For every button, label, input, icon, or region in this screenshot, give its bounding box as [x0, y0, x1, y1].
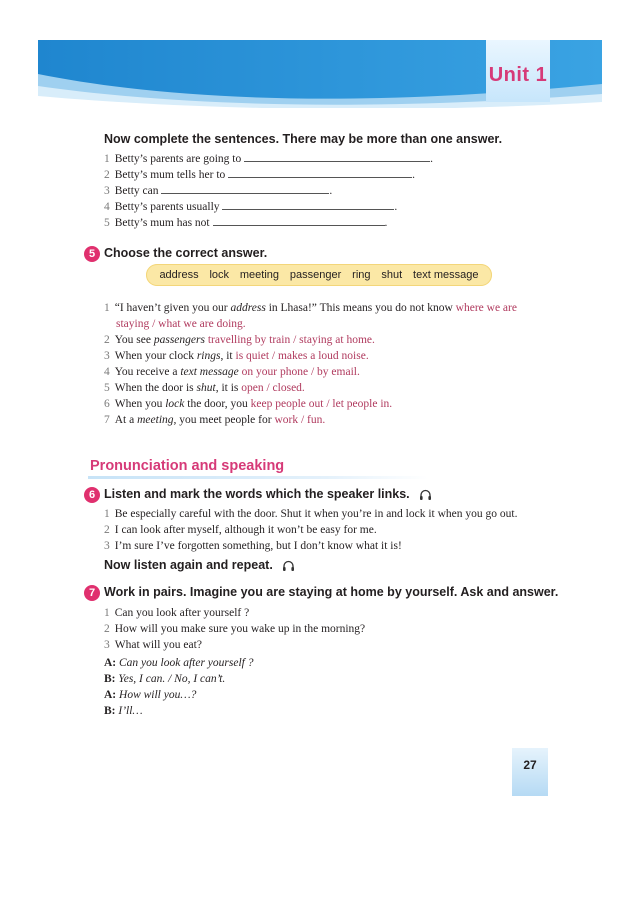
answer-blank[interactable] — [213, 215, 385, 226]
unit-banner — [38, 40, 602, 108]
section-title: Pronunciation and speaking — [90, 458, 285, 474]
answer-blank[interactable] — [244, 151, 430, 162]
task6-instruction: Listen and mark the words which the speaker links. — [104, 487, 410, 501]
task4-instruction: Now complete the sentences. There may be more than one answer. — [104, 132, 503, 146]
task5-item-6: 6 When you lock the door, you keep people out / let people in. — [104, 398, 393, 410]
word-bank-item: ring — [352, 269, 371, 281]
task5-item-2: 2 You see passengers travelling by train / staying at home. — [104, 334, 375, 346]
word-bank-item: passenger — [289, 269, 342, 281]
task5-item-1: 1 “I haven’t given you our address in Lhasa!” This means you do not know where we are — [104, 302, 517, 314]
task5-item-7: 7 At a meeting, you meet people for work / fun. — [104, 414, 326, 426]
word-bank-item: lock — [209, 269, 230, 281]
task5-item-3: 3 When your clock rings, it is quiet / makes a loud noise. — [104, 350, 369, 362]
headphones-icon[interactable] — [419, 489, 432, 501]
task5-item-4: 4 You receive a text message on your phone / by email. — [104, 366, 360, 378]
word-bank-item: shut — [381, 269, 403, 281]
headphones-icon[interactable] — [282, 560, 295, 572]
task5-item-5: 5 When the door is shut, it is open / closed. — [104, 382, 305, 394]
task7-instruction: Work in pairs. Imagine you are staying at home by yourself. Ask and answer. — [104, 585, 559, 599]
task5-number-badge: 5 — [84, 246, 100, 262]
task6-repeat-row — [104, 558, 295, 572]
task7-item-2: 2 How will you make sure you wake up in the morning? — [104, 623, 366, 635]
task6-item-1: 1 Be especially careful with the door. Shut it when you’re in and lock it when you go out. — [104, 508, 518, 520]
task6-number-badge: 6 — [84, 487, 100, 503]
unit-title: Unit 1 — [488, 64, 548, 86]
answer-choice[interactable]: is quiet / makes a loud noise. — [235, 350, 369, 362]
word-bank-item: text message — [413, 269, 479, 281]
task5-instruction: Choose the correct answer. — [104, 246, 268, 260]
dialog-line: A: How will you…? — [104, 689, 197, 701]
answer-choice[interactable]: open / closed. — [241, 382, 305, 394]
answer-choice[interactable]: staying / what we are doing. — [116, 318, 246, 330]
task7-number-badge: 7 — [84, 585, 100, 601]
word-bank-item: meeting — [239, 269, 280, 281]
answer-choice[interactable]: keep people out / let people in. — [250, 398, 393, 410]
task4-item-3: 3 Betty can . — [104, 185, 333, 197]
dialog-line: B: Yes, I can. / No, I can’t. — [104, 673, 226, 685]
answer-blank[interactable] — [228, 167, 412, 178]
answer-choice[interactable]: on your phone / by email. — [241, 366, 360, 378]
dialog-line: B: I’ll… — [104, 705, 143, 717]
answer-choice[interactable]: travelling by train / staying at home. — [207, 334, 375, 346]
page-number-tab — [512, 748, 548, 796]
task7-item-3: 3 What will you eat? — [104, 639, 202, 651]
task6-instruction-row — [104, 487, 432, 501]
answer-choice[interactable]: work / fun. — [274, 414, 326, 426]
section-underline — [88, 476, 428, 479]
task4-item-5: 5 Betty’s mum has not . — [104, 217, 388, 229]
page-number: 27 — [523, 758, 537, 772]
dialog-line: A: Can you look after yourself ? — [104, 657, 254, 669]
word-bank — [146, 264, 492, 286]
task4-item-1: 1 Betty’s parents are going to . — [104, 153, 433, 165]
task6-item-2: 2 I can look after myself, although it won’t be easy for me. — [104, 524, 377, 536]
word-bank-item: address — [159, 269, 199, 281]
task4-item-2: 2 Betty’s mum tells her to . — [104, 169, 416, 181]
task4-item-4: 4 Betty’s parents usually . — [104, 201, 398, 213]
answer-blank[interactable] — [161, 183, 329, 194]
task6-item-3: 3 I’m sure I’ve forgotten something, but I don’t know what it is! — [104, 540, 402, 552]
task5-item-1-cont — [116, 316, 246, 332]
task6-repeat: Now listen again and repeat. — [104, 558, 273, 572]
answer-choice[interactable]: where we are — [455, 302, 517, 314]
task7-item-1: 1 Can you look after yourself ? — [104, 607, 250, 619]
answer-blank[interactable] — [222, 199, 394, 210]
